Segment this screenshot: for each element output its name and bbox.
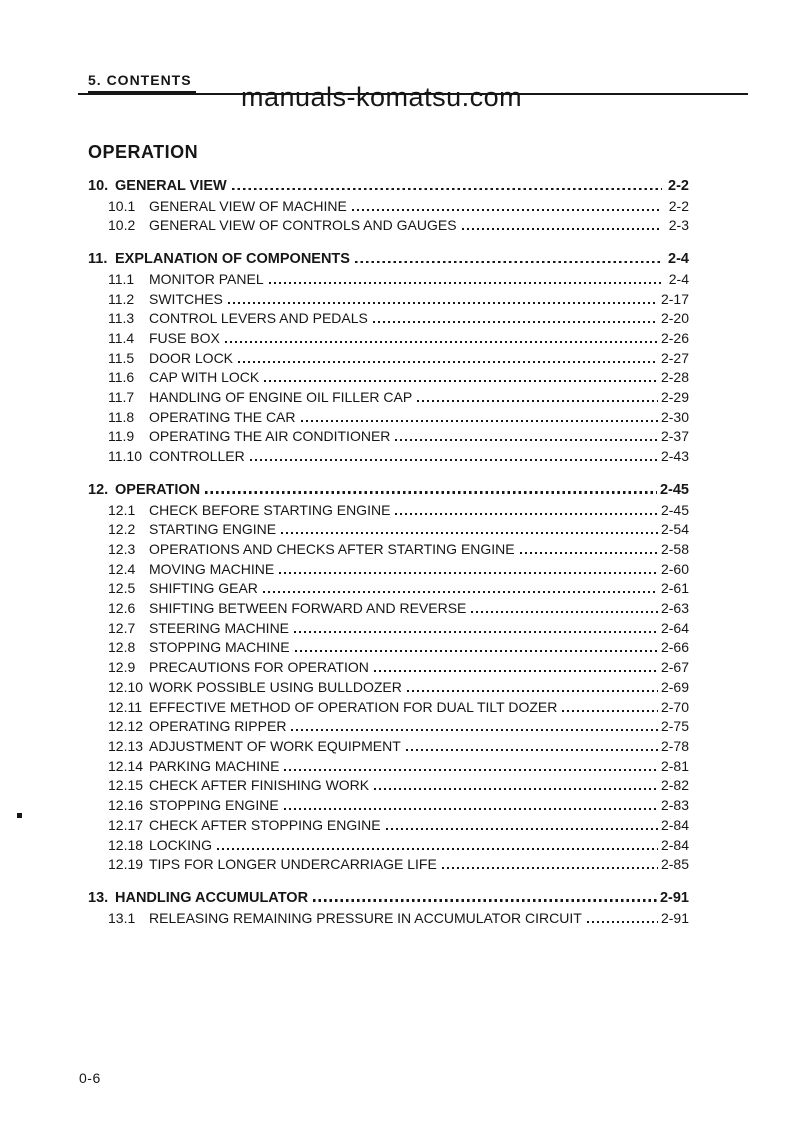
toc-item-title: ADJUSTMENT OF WORK EQUIPMENT bbox=[149, 737, 401, 754]
toc-section-page: 2-91 bbox=[659, 889, 689, 906]
toc-section-heading bbox=[88, 250, 689, 270]
dot-leader bbox=[471, 611, 658, 613]
toc-item-page: 2-60 bbox=[660, 560, 689, 577]
toc-item-page: 2-17 bbox=[660, 290, 689, 307]
toc-item-title: DOOR LOCK bbox=[149, 349, 234, 366]
toc-item bbox=[88, 737, 689, 757]
dot-leader bbox=[352, 209, 662, 211]
toc-item-number: 12.12 bbox=[108, 718, 144, 735]
dot-leader bbox=[395, 439, 658, 441]
toc-item-page: 2-66 bbox=[660, 639, 689, 656]
toc-item-title: STARTING ENGINE bbox=[149, 521, 277, 538]
toc-item bbox=[88, 836, 689, 856]
toc-section bbox=[88, 481, 689, 875]
toc-item-page: 2-28 bbox=[660, 369, 689, 386]
toc-item-number: 10.1 bbox=[108, 197, 136, 214]
dot-leader bbox=[225, 341, 658, 343]
header-section-label: 5. CONTENTS bbox=[88, 72, 196, 93]
toc-item bbox=[88, 717, 689, 737]
watermark-text: manuals-komatsu.com bbox=[241, 82, 523, 112]
dot-leader bbox=[406, 749, 658, 751]
toc-item-number: 11.8 bbox=[108, 408, 135, 425]
toc-item-page: 2-78 bbox=[660, 737, 689, 754]
toc-item-number: 10.2 bbox=[108, 217, 136, 234]
toc-item-page: 2-91 bbox=[660, 909, 689, 926]
toc-item bbox=[88, 447, 689, 467]
toc-item-title: SHIFTING GEAR bbox=[149, 580, 258, 597]
toc-section-number: 11. bbox=[88, 251, 108, 268]
toc-item-page: 2-4 bbox=[668, 270, 689, 287]
toc-item bbox=[88, 757, 689, 777]
toc-item-number: 12.17 bbox=[108, 816, 144, 833]
toc-item bbox=[88, 349, 689, 369]
toc-item bbox=[88, 540, 689, 560]
toc-item-page: 2-54 bbox=[660, 521, 689, 538]
dot-leader bbox=[264, 380, 658, 382]
toc-item bbox=[88, 909, 689, 929]
toc-item-number: 11.6 bbox=[108, 369, 135, 386]
dot-leader bbox=[238, 361, 658, 363]
toc-item-title: RELEASING REMAINING PRESSURE IN ACCUMULATOR CIRCUIT bbox=[149, 909, 582, 926]
toc-section-heading bbox=[88, 889, 689, 909]
toc-item-number: 12.8 bbox=[108, 639, 136, 656]
toc-item-title: PRECAUTIONS FOR OPERATION bbox=[149, 659, 369, 676]
toc-item-title: PARKING MACHINE bbox=[149, 757, 280, 774]
toc-item-number: 12.11 bbox=[108, 698, 142, 715]
toc-item-title: CONTROL LEVERS AND PEDALS bbox=[149, 310, 368, 327]
toc-item-title: SWITCHES bbox=[149, 290, 223, 307]
toc-item bbox=[88, 388, 689, 408]
toc-section bbox=[88, 250, 689, 467]
dot-leader bbox=[562, 710, 658, 712]
toc-item bbox=[88, 776, 689, 796]
toc-item-page: 2-69 bbox=[660, 678, 689, 695]
toc-section-title: OPERATION bbox=[115, 481, 201, 498]
toc-item-number: 12.1 bbox=[108, 501, 136, 518]
toc-item-number: 11.9 bbox=[108, 428, 135, 445]
toc-item bbox=[88, 520, 689, 540]
toc-item bbox=[88, 309, 689, 329]
dot-leader bbox=[232, 188, 662, 191]
toc-item bbox=[88, 619, 689, 639]
toc-item-title: OPERATING THE AIR CONDITIONER bbox=[149, 428, 391, 445]
dot-leader bbox=[284, 769, 658, 771]
toc-item-number: 12.15 bbox=[108, 777, 144, 794]
dot-leader bbox=[294, 631, 658, 633]
toc-item bbox=[88, 855, 689, 875]
toc-item-page: 2-67 bbox=[660, 659, 689, 676]
toc-section-number: 12. bbox=[88, 481, 109, 498]
dot-leader bbox=[417, 400, 658, 402]
toc-item-page: 2-58 bbox=[660, 540, 689, 557]
page-number: 0-6 bbox=[79, 1070, 101, 1086]
toc-item bbox=[88, 579, 689, 599]
dot-leader bbox=[374, 788, 658, 790]
toc-item-page: 2-27 bbox=[660, 349, 689, 366]
dot-leader bbox=[295, 650, 658, 652]
dot-leader bbox=[301, 420, 658, 422]
toc-section-title: GENERAL VIEW bbox=[115, 178, 227, 194]
toc-item-page: 2-64 bbox=[660, 619, 689, 636]
toc-item-page: 2-37 bbox=[660, 428, 689, 445]
toc-item bbox=[88, 816, 689, 836]
toc-item-number: 11.1 bbox=[108, 270, 135, 287]
toc-section-number: 10. bbox=[88, 178, 109, 194]
dot-leader bbox=[386, 828, 658, 830]
toc-item bbox=[88, 216, 689, 236]
toc-item-number: 12.6 bbox=[108, 600, 136, 617]
toc-item bbox=[88, 638, 689, 658]
ink-speck bbox=[17, 813, 22, 818]
toc-item-page: 2-70 bbox=[660, 698, 689, 715]
dot-leader bbox=[374, 670, 658, 672]
toc-item-title: OPERATING RIPPER bbox=[149, 718, 287, 735]
toc-section-number: 13. bbox=[88, 889, 109, 906]
toc-item-title: TIPS FOR LONGER UNDERCARRIAGE LIFE bbox=[149, 856, 437, 873]
toc-item-page: 2-20 bbox=[660, 310, 689, 327]
toc-item-title: GENERAL VIEW OF MACHINE bbox=[149, 197, 347, 214]
toc-item-number: 12.14 bbox=[108, 757, 144, 774]
toc-item-page: 2-26 bbox=[660, 329, 689, 346]
toc-item-title: FUSE BOX bbox=[149, 329, 220, 346]
toc-item-page: 2-75 bbox=[660, 718, 689, 735]
toc-item-number: 12.18 bbox=[108, 836, 144, 853]
toc-item-title: OPERATING THE CAR bbox=[149, 408, 296, 425]
dot-leader bbox=[587, 921, 658, 923]
toc-section-page: 2-4 bbox=[668, 251, 689, 268]
toc-item-title: MOVING MACHINE bbox=[149, 560, 275, 577]
toc-item bbox=[88, 599, 689, 619]
toc-item-title: CHECK BEFORE STARTING ENGINE bbox=[149, 501, 391, 518]
toc-section-title: HANDLING ACCUMULATOR bbox=[115, 889, 309, 906]
toc-item-number: 11.3 bbox=[108, 310, 135, 327]
toc-item-title: CHECK AFTER FINISHING WORK bbox=[149, 777, 370, 794]
toc-item bbox=[88, 658, 689, 678]
toc-item-title: HANDLING OF ENGINE OIL FILLER CAP bbox=[149, 389, 413, 406]
toc-item bbox=[88, 408, 689, 428]
dot-leader bbox=[373, 321, 658, 323]
toc-item-title: STOPPING ENGINE bbox=[149, 797, 279, 814]
dot-leader bbox=[263, 591, 658, 593]
dot-leader bbox=[284, 808, 658, 810]
toc-section bbox=[88, 177, 689, 236]
toc-section-items bbox=[88, 197, 689, 236]
dot-leader bbox=[462, 228, 662, 230]
toc-section bbox=[88, 889, 689, 928]
toc-item-number: 12.16 bbox=[108, 797, 144, 814]
toc-item bbox=[88, 501, 689, 521]
toc-item-title: CONTROLLER bbox=[149, 448, 245, 465]
toc-section-title: EXPLANATION OF COMPONENTS bbox=[115, 251, 350, 268]
toc-item-number: 11.10 bbox=[108, 448, 142, 465]
toc-item bbox=[88, 329, 689, 349]
toc-item bbox=[88, 678, 689, 698]
toc-item bbox=[88, 197, 689, 217]
toc-item-page: 2-63 bbox=[660, 600, 689, 617]
toc-section-items bbox=[88, 270, 689, 467]
toc-item-title: LOCKING bbox=[149, 836, 213, 853]
toc-item-number: 12.4 bbox=[108, 560, 136, 577]
toc-item-page: 2-85 bbox=[660, 856, 689, 873]
dot-leader bbox=[228, 302, 658, 304]
toc-item-number: 12.7 bbox=[108, 619, 136, 636]
toc-item-page: 2-83 bbox=[660, 797, 689, 814]
dot-leader bbox=[279, 572, 658, 574]
toc-item-title: MONITOR PANEL bbox=[149, 270, 264, 287]
toc-section-items bbox=[88, 909, 689, 929]
chapter-title: OPERATION bbox=[88, 142, 199, 162]
toc-item bbox=[88, 368, 689, 388]
toc-item-number: 12.2 bbox=[108, 521, 136, 538]
dot-leader bbox=[281, 532, 658, 534]
dot-leader bbox=[520, 552, 658, 554]
toc-item-number: 11.2 bbox=[108, 290, 135, 307]
dot-leader bbox=[250, 459, 658, 461]
toc-section-heading bbox=[88, 481, 689, 501]
dot-leader bbox=[217, 848, 658, 850]
toc-item-title: SHIFTING BETWEEN FORWARD AND REVERSE bbox=[149, 600, 467, 617]
toc-item-title: EFFECTIVE METHOD OF OPERATION FOR DUAL TILT DOZER bbox=[149, 698, 558, 715]
toc-item-page: 2-30 bbox=[660, 408, 689, 425]
toc-item bbox=[88, 698, 689, 718]
toc-item bbox=[88, 427, 689, 447]
toc-item-page: 2-3 bbox=[668, 217, 689, 234]
toc-item-page: 2-29 bbox=[660, 389, 689, 406]
toc-section-items bbox=[88, 501, 689, 875]
toc-item-page: 2-82 bbox=[660, 777, 689, 794]
dot-leader bbox=[313, 899, 657, 902]
toc-item-number: 13.1 bbox=[108, 909, 136, 926]
dot-leader bbox=[291, 729, 658, 731]
toc-item-title: WORK POSSIBLE USING BULLDOZER bbox=[149, 678, 402, 695]
toc-item-number: 12.5 bbox=[108, 580, 136, 597]
toc-item-title: STEERING MACHINE bbox=[149, 619, 290, 636]
dot-leader bbox=[269, 282, 662, 284]
toc-item-title: GENERAL VIEW OF CONTROLS AND GAUGES bbox=[149, 217, 457, 234]
toc-item bbox=[88, 796, 689, 816]
toc-section-page: 2-45 bbox=[659, 481, 689, 498]
toc-item-title: OPERATIONS AND CHECKS AFTER STARTING ENGINE bbox=[149, 540, 515, 557]
toc-item-number: 12.9 bbox=[108, 659, 136, 676]
toc-item-page: 2-61 bbox=[660, 580, 689, 597]
dot-leader bbox=[205, 491, 657, 494]
toc-item-title: STOPPING MACHINE bbox=[149, 639, 290, 656]
toc-item-page: 2-84 bbox=[660, 816, 689, 833]
toc-item bbox=[88, 270, 689, 290]
dot-leader bbox=[395, 513, 658, 515]
toc-section-page: 2-2 bbox=[668, 178, 689, 194]
toc-item-number: 12.13 bbox=[108, 737, 144, 754]
toc-item-number: 12.10 bbox=[108, 678, 144, 695]
toc-item-page: 2-81 bbox=[660, 757, 689, 774]
toc-section-heading bbox=[88, 177, 689, 197]
toc-item-page: 2-84 bbox=[660, 836, 689, 853]
toc-item-number: 12.3 bbox=[108, 540, 136, 557]
toc-item-number: 11.4 bbox=[108, 329, 135, 346]
dot-leader bbox=[442, 867, 658, 869]
dot-leader bbox=[355, 261, 662, 264]
dot-leader bbox=[407, 690, 658, 692]
toc-item bbox=[88, 560, 689, 580]
toc-item-page: 2-45 bbox=[660, 501, 689, 518]
table-of-contents bbox=[88, 177, 689, 942]
toc-item bbox=[88, 290, 689, 310]
toc-item-number: 12.19 bbox=[108, 856, 144, 873]
toc-item-number: 11.7 bbox=[108, 389, 135, 406]
toc-item-page: 2-43 bbox=[660, 448, 689, 465]
toc-item-number: 11.5 bbox=[108, 349, 135, 366]
toc-item-page: 2-2 bbox=[668, 197, 689, 214]
toc-item-title: CHECK AFTER STOPPING ENGINE bbox=[149, 816, 381, 833]
toc-item-title: CAP WITH LOCK bbox=[149, 369, 260, 386]
